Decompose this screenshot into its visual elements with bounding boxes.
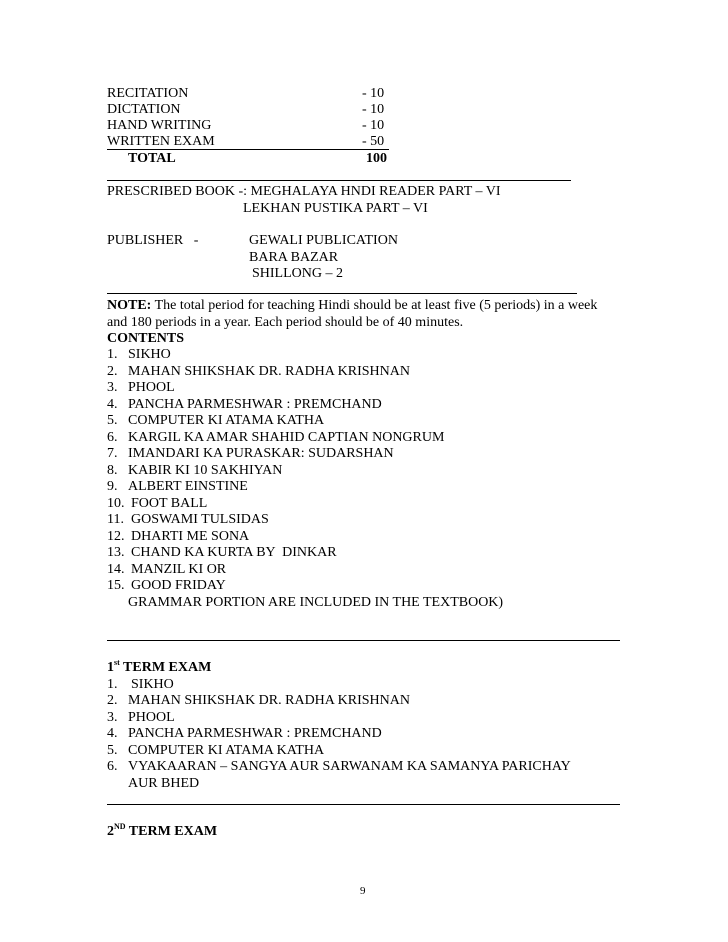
list-item-number: 1. <box>107 677 118 692</box>
contents-heading: CONTENTS <box>107 331 185 346</box>
note-line-2: and 180 periods in a year. Each period should be of 40 minutes. <box>107 315 464 330</box>
note-label: NOTE: <box>107 298 152 313</box>
list-item: IMANDARI KA PURASKAR: SUDARSHAN <box>128 446 394 461</box>
list-item-number: 1. <box>107 347 118 362</box>
list-item: CHAND KA KURTA BY DINKAR <box>131 545 337 560</box>
list-item: SIKHO <box>131 677 174 692</box>
marks-label-handwriting: HAND WRITING <box>107 118 212 133</box>
list-item: PHOOL <box>128 380 175 395</box>
list-item-number: 3. <box>107 710 118 725</box>
list-item: KABIR KI 10 SAKHIYAN <box>128 463 283 478</box>
written-exam-underline <box>107 149 389 150</box>
list-item-number: 7. <box>107 446 118 461</box>
list-item: VYAKAARAN – SANGYA AUR SARWANAM KA SAMANYA PARICHAY <box>128 759 571 774</box>
list-item-number: 10. <box>107 496 125 511</box>
term-1-number: 1 <box>107 660 114 675</box>
list-item: GOSWAMI TULSIDAS <box>131 512 269 527</box>
list-item-number: 13. <box>107 545 125 560</box>
term-2-heading <box>107 824 217 840</box>
list-item: GOOD FRIDAY <box>131 578 226 593</box>
list-item-number: 11. <box>107 512 124 527</box>
list-item: MANZIL KI OR <box>131 562 227 577</box>
note-text: The total period for teaching Hindi should be at least five (5 periods) in a week <box>151 298 598 313</box>
list-item: PHOOL <box>128 710 175 725</box>
list-item-number: 5. <box>107 743 118 758</box>
list-item-number: 8. <box>107 463 118 478</box>
list-item: COMPUTER KI ATAMA KATHA <box>128 413 325 428</box>
prescribed-book: PRESCRIBED BOOK -: MEGHALAYA HNDI READER PART – VI <box>107 184 501 199</box>
marks-label-total: TOTAL <box>128 151 176 166</box>
list-item-number: 6. <box>107 430 118 445</box>
marks-label-recitation: RECITATION <box>107 86 189 101</box>
list-item-number: 3. <box>107 380 118 395</box>
marks-label-written-exam: WRITTEN EXAM <box>107 134 215 149</box>
list-item: PANCHA PARMESHWAR : PREMCHAND <box>128 397 382 412</box>
list-item-number: 12. <box>107 529 125 544</box>
divider-rule <box>107 293 577 294</box>
term-1-label: TERM EXAM <box>119 660 212 675</box>
list-item-number: 2. <box>107 364 118 379</box>
list-item: ALBERT EINSTINE <box>128 479 248 494</box>
marks-value-written-exam: - 50 <box>362 134 385 149</box>
list-item: FOOT BALL <box>131 496 208 511</box>
list-item: MAHAN SHIKSHAK DR. RADHA KRISHNAN <box>128 693 410 708</box>
list-item-number: 4. <box>107 397 118 412</box>
list-item-number: 6. <box>107 759 118 774</box>
marks-value-recitation: - 10 <box>362 86 385 101</box>
term-2-ordinal: ND <box>114 822 126 831</box>
term-2-label: TERM EXAM <box>125 824 218 839</box>
page-number: 9 <box>360 885 366 897</box>
list-item: COMPUTER KI ATAMA KATHA <box>128 743 325 758</box>
marks-label-dictation: DICTATION <box>107 102 181 117</box>
list-item-number: 9. <box>107 479 118 494</box>
divider-rule <box>107 180 571 181</box>
note-line-1 <box>107 298 597 314</box>
list-item: KARGIL KA AMAR SHAHID CAPTIAN NONGRUM <box>128 430 445 445</box>
prescribed-book-second: LEKHAN PUSTIKA PART – VI <box>243 201 428 216</box>
term-1-ordinal: st <box>114 658 120 667</box>
term-2-number: 2 <box>107 824 114 839</box>
divider-rule <box>107 804 620 805</box>
marks-value-total: 100 <box>366 151 387 166</box>
marks-value-dictation: - 10 <box>362 102 385 117</box>
list-item: DHARTI ME SONA <box>131 529 250 544</box>
list-item: MAHAN SHIKSHAK DR. RADHA KRISHNAN <box>128 364 410 379</box>
list-item-number: 15. <box>107 578 125 593</box>
list-item-number: 14. <box>107 562 125 577</box>
list-item-continuation: AUR BHED <box>128 776 200 791</box>
publisher-line: GEWALI PUBLICATION <box>249 233 398 248</box>
publisher-label: PUBLISHER - <box>107 233 199 248</box>
list-item: PANCHA PARMESHWAR : PREMCHAND <box>128 726 382 741</box>
list-item-number: 2. <box>107 693 118 708</box>
grammar-note: GRAMMAR PORTION ARE INCLUDED IN THE TEXTBOOK) <box>128 595 504 610</box>
list-item: SIKHO <box>128 347 171 362</box>
term-1-heading <box>107 660 211 676</box>
list-item-number: 4. <box>107 726 118 741</box>
publisher-line: BARA BAZAR <box>249 250 339 265</box>
list-item-number: 5. <box>107 413 118 428</box>
marks-value-handwriting: - 10 <box>362 118 385 133</box>
publisher-line: SHILLONG – 2 <box>252 266 343 281</box>
divider-rule <box>107 640 620 641</box>
